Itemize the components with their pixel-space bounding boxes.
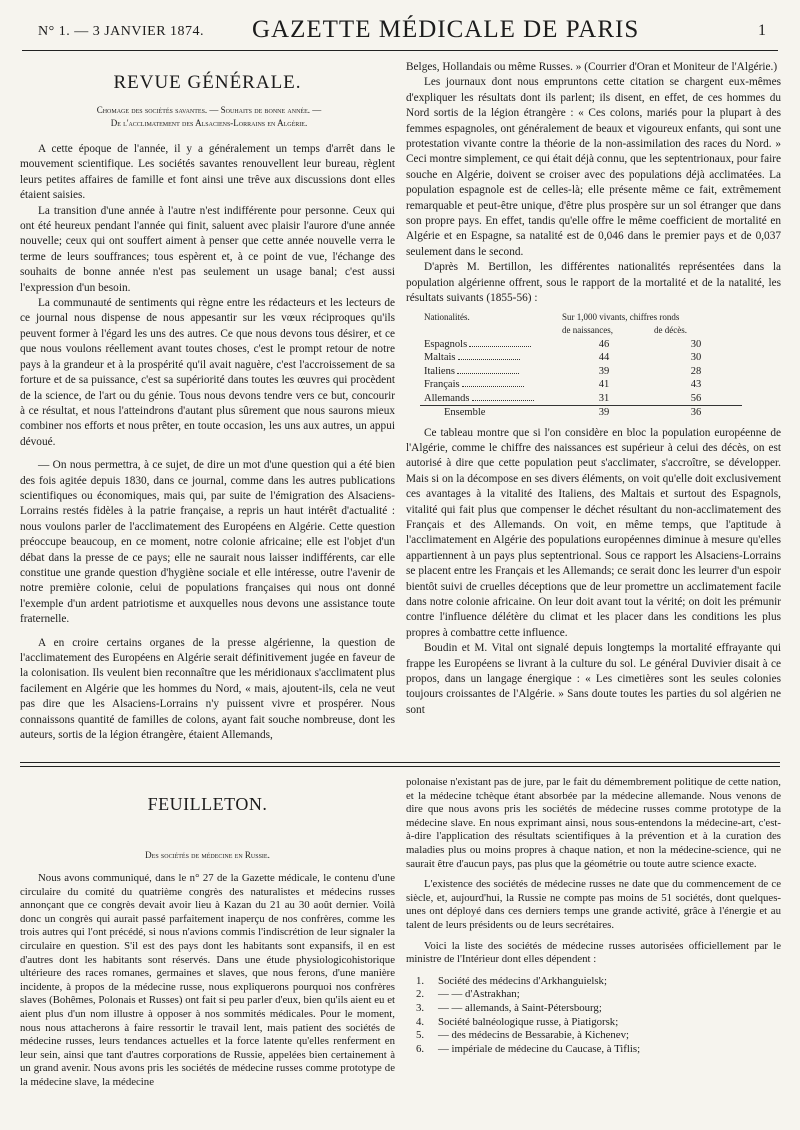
paragraph: Nous avons communiqué, dans le n° 27 de la Gazette médicale, le contenu d'une circulaire du comité du quatrième congrès des naturalistes et médecins russes annonçant que ce congrès devait avoir lieu à Kazan du 21 au 30 août dernier. Voilà donc un congrès qui aurait passé parfaitement inaperçu de nos confrères, comme les trois autres qui l'ont précédé, si nous n'avions commis l'indiscrétion de leur signaler la circulaire en question. S'il est des pays dont les habitants sont expansifs, il en est d'autres dont les habitants sont réservés. Dans une étude physiologicohistorique ultérieure des races romanes, germaines et slaves, que nous ferons, d'une manière incidente, à propos de la médecine russe, nous expliquerons pourquoi nos confrères slaves (Bohêmes, Polonais et Russes) ont fait si peu parler d'eux, bien qu'ils aient eu et aient plus d'un nom illustre à opposer à nos sommités médicales. Pour le moment, nous nous attacherons à faire ressortir le travail lent, mais patient des sociétés de médecine russes, leurs tendances actuelles et la force latente qu'elles renferment en leur sein, ainsi que tant d'autres corporations de Russie, appelées bien certainement à un grand avenir. Nous avons pris les sociétés de médecine russes comme prototype de la médecine slave, la médecine (20, 872, 395, 1088)
feuilleton-left-column (20, 872, 395, 1090)
paragraph: Les journaux dont nous empruntons cette citation se chargent eux-mêmes d'expliquer les résultats dont ils parlent; ils disent, en effet, de ces hommes du Nord sortis de la légion étrangère : « Ces colons, mariés pour la plupart à des femmes espagnoles, ont généralement de beaux et vigoureux enfants, qui sont une protestation vivante contre la théorie de la non-assimilation des races du Nord. » Ceci montre simplement, ce qui était déjà connu, que les septentrionaux, pour faire souche en Algérie, doivent se croiser avec des populations déjà acclimatées. La population espagnole est de celles-là; elle présente même ce fait, extrêmement remarquable et peut-être unique, d'être plus prospère sur un sol étranger que dans son propre pays. En effet, tandis qu'elle offre le même coefficient de mortalité en Algérie et en Espagne, sa natalité est de 0,046 dans le premier pays et de 0,037 seulement dans le second. (406, 76, 781, 258)
nationality-cell: Ensemble (444, 407, 486, 418)
paragraph: Belges, Hollandais ou même Russes. » (Courrier d'Oran et Moniteur de l'Algérie.) (406, 61, 778, 73)
deaths-cell: 30 (690, 338, 702, 350)
nationality-cell: Allemands (424, 392, 470, 404)
section-divider (20, 762, 780, 763)
list-item: 6. — impériale de médecine du Caucase, à Tiflis; (416, 1042, 641, 1055)
paragraph: A en croire certains organes de la presse algérienne, la question de l'acclimatement des Européens en Algérie serait définitivement jugée en faveur de la colonisation. Ils veulent bien reconnaître que les méridionaux s'acclimatent plus facilement en Algérie que les hommes du Nord, « mais, ajoutent-ils, cela ne veut pas dire que les Alsaciens-Lorrains n'y puissent vivre et prospérer. Nous connaissons quantité de familles de colons, ayant fait souche nombreuse, dont les auteurs, sortis de la légion étrangère, étaient Allemands, (20, 636, 395, 742)
nationality-cell: Français (424, 379, 460, 390)
table-header: Nationalités. (424, 311, 470, 322)
table-row (420, 351, 742, 365)
table-header: de décès. (654, 325, 687, 335)
issue-line: N° 1. — 3 JANVIER 1874. (38, 24, 205, 39)
paragraph: Ce tableau montre que si l'on considère en bloc la population européenne de l'Algérie, comme le chiffre des naissances est supérieur à celui des décès, on est autorisé à dire que cette population peut s'acclimater, s'accroître, se développer. Mais si on la décompose en ses divers éléments, on voit qu'elle doit exclusivement ces avantages à la vitalité des Italiens, des Maltais et surtout des Espagnols, vitalité qui fait plus que compenser le déchet résultant du non-acclimatement des Français et des Allemands. On voit, en même temps, que l'aptitude à l'acclimatement en Algérie des populations européennes diminue à mesure qu'elles appartiennent à un pays plus septentrional. Sous ce rapport les Alsaciens-Lorrains se placent entre les Français et les Allemands; ce serait donc les leurrer d'un espoir bientôt suivi de cruelles déceptions que de leur promettre un acclimatement facile dans notre colonie africaine. On leur doit avant tout la vérité; on doit les prémunir contre l'influence délétère du climat et les placer dans les conditions les plus propres à combattre cette influence. (406, 426, 781, 639)
births-cell: 44 (598, 352, 610, 363)
society-list (416, 975, 781, 1057)
table-header-group: Sur 1,000 vivants, chiffres ronds (562, 311, 680, 322)
revue-subtitle-line: Chomage des sociétés savantes. — Souhaits de bonne année. — (96, 105, 322, 115)
mortality-table (420, 311, 742, 420)
revue-left-column (20, 142, 395, 743)
revue-right-column (406, 60, 781, 718)
paragraph: L'existence des sociétés de médecine russes ne date que du commencement de ce siècle, et, aujourd'hui, la Russie ne compte pas moins de 51 sociétés, dont quelques-unes ont déployé dans ces derniers temps une grande activité, grâce à l'énergie et au talent de leurs présidents ou de leurs secrétaires. (406, 878, 781, 931)
deaths-cell: 56 (690, 392, 702, 404)
feuilleton-subtitle: Des sociétés de médecine en Russie. (145, 850, 270, 860)
deaths-cell: 43 (690, 379, 702, 390)
newspaper-title: GAZETTE MÉDICALE DE PARIS (252, 16, 640, 43)
births-cell: 46 (598, 338, 610, 350)
table-row (420, 392, 742, 406)
revue-subtitle (24, 104, 394, 130)
paragraph: Boudin et M. Vital ont signalé depuis longtemps la mortalité effrayante qui frappe les Européens se livrant à la culture du sol. Le général Duvivier disait à ce propos, dans un langage énergique : « Les cimetières sont les seules colonies toujours croissantes de l'Algérie. » Sans doute toutes les parties du sol algérien ne sont (406, 642, 781, 716)
list-item: 3. — — allemands, à Saint-Pétersbourg; (416, 1001, 602, 1014)
feuilleton-right-column (406, 776, 781, 1056)
births-cell: 39 (598, 365, 610, 377)
section-divider (20, 766, 780, 767)
paragraph: A cette époque de l'année, il y a généralement un temps d'arrêt dans le mouvement scientifique. Les sociétés savantes renouvellent leur bureau, règlent leurs petites affaires de famille et font ainsi une trêve aux discussions dont elles étaient saisies. (20, 143, 395, 202)
table-header: de naissances, (562, 325, 613, 335)
births-cell: 41 (598, 379, 610, 390)
paragraph: Voici la liste des sociétés de médecine russes autorisées officiellement par le ministre de l'Intérieur dont elles dépendent : (406, 939, 781, 966)
nationality-cell: Maltais (424, 352, 456, 363)
table-row (420, 338, 742, 352)
nationality-cell: Espagnols (424, 338, 468, 350)
masthead-bar (22, 14, 778, 51)
paragraph: D'après M. Bertillon, les différentes nationalités représentées dans la population algérienne offrent, sous le rapport de la mortalité et de la natalité, les résultats suivants (1855-56) : (406, 261, 781, 305)
deaths-cell: 36 (690, 407, 702, 418)
paragraph: La communauté de sentiments qui règne entre les rédacteurs et les lecteurs de ce journal nous dispense de nous appesantir sur les vœux réciproques qu'ils peuvent former à l'égard les uns des autres. Ce que nous devons tous désirer, et ce que nous voulons réellement avant toutes choses, c'est le prompt retour de notre pays à la grandeur et à la prospérité qu'il avait naguère, c'est l'accroissement de sa forture et de sa puissance, c'est sa supériorité dans toutes les œuvres qui procèdent de la science, de l'art ou du génie. Tous nous devons tendre vers ce but, concourir à ce résultat, et nous l'atteindrons d'autant plus sûrement que nous saurons mieux combiner nos efforts et nous prêter, en toute occasion, les uns aux autres, un appui dévoué. (20, 297, 395, 448)
list-item: 2. — — d'Astrakhan; (416, 988, 520, 1001)
deaths-cell: 30 (690, 352, 702, 363)
table-row (420, 378, 742, 392)
list-item: 4. Société balnéologique russe, à Piatigorsk; (416, 1015, 619, 1028)
table-total-row (420, 406, 742, 420)
paragraph: — On nous permettra, à ce sujet, de dire un mot d'une question qui a été bien des fois agitée depuis 1830, dans ce journal, comme dans les autres publications scientifiques ou économiques, mais qui, par suite de l'émigration des Alsaciens-Lorrains restés fidèles à la patrie française, a repris un haut intérêt d'actualité : nous voulons parler de l'acclimatement des Européens en Algérie. Cette question préoccupe beaucoup, en ce moment, notre colonie africaine; elle est l'objet d'un débat dans la presse de ce pays; elle ne saurait nous laisser indifférents, car elle constitue une grande question d'hygiène sociale et elle intéresse, outre l'avenir de notre première colonie, celui de populations françaises qui nous ont donné l'exemple d'un ardent patriotisme et auxquelles nous devons une assistance toute fraternelle. (20, 459, 395, 626)
list-item: 1. Société des médecins d'Arkhanguielsk; (416, 974, 607, 987)
nationality-cell: Italiens (424, 365, 455, 377)
revue-title: REVUE GÉNÉRALE. (113, 72, 302, 93)
paragraph: La transition d'une année à l'autre n'est indifférente pour personne. Ceux qui ont été heureux pendant l'année qui finit, saluent avec plaisir l'aurore d'une année nouvelle; ceux qui ont souffert aiment à penser que cette année nouvelle verra le terme de leurs souffrances; tous espèrent et, à ce point de vue, l'échange des souhaits de bonne année n'est pas seulement un usage banal; c'est aussi l'expression d'un besoin. (20, 204, 395, 294)
paragraph: polonaise n'existant pas de jure, par le fait du démembrement politique de cette nation, et la médecine tchèque étant absorbée par la médecine allemande. Nous venons de dire que nous avons pris les sociétés de médecine russes comme prototype de la médecine slave. En nous exprimant ainsi, nous sous-entendons la médecine-art, c'est-à-dire l'application des résultats scientifiques à la prévention et à la curation des maladies plus ou moins propres à chaque nation, et non la médecine-science, qui ne saurait être d'aucun pays, pas plus que la géométrie ou toute autre science exacte. (406, 776, 781, 870)
births-cell: 31 (598, 392, 610, 404)
list-item: 5. — des médecins de Bessarabie, à Kichenev; (416, 1029, 629, 1042)
feuilleton-title: FEUILLETON. (147, 794, 268, 814)
births-cell: 39 (598, 407, 610, 418)
deaths-cell: 28 (690, 365, 702, 377)
table-row (420, 365, 742, 379)
revue-subtitle-line: De l'acclimatement des Alsaciens-Lorrains en Algérie. (110, 118, 308, 128)
page-number: 1 (758, 22, 766, 39)
